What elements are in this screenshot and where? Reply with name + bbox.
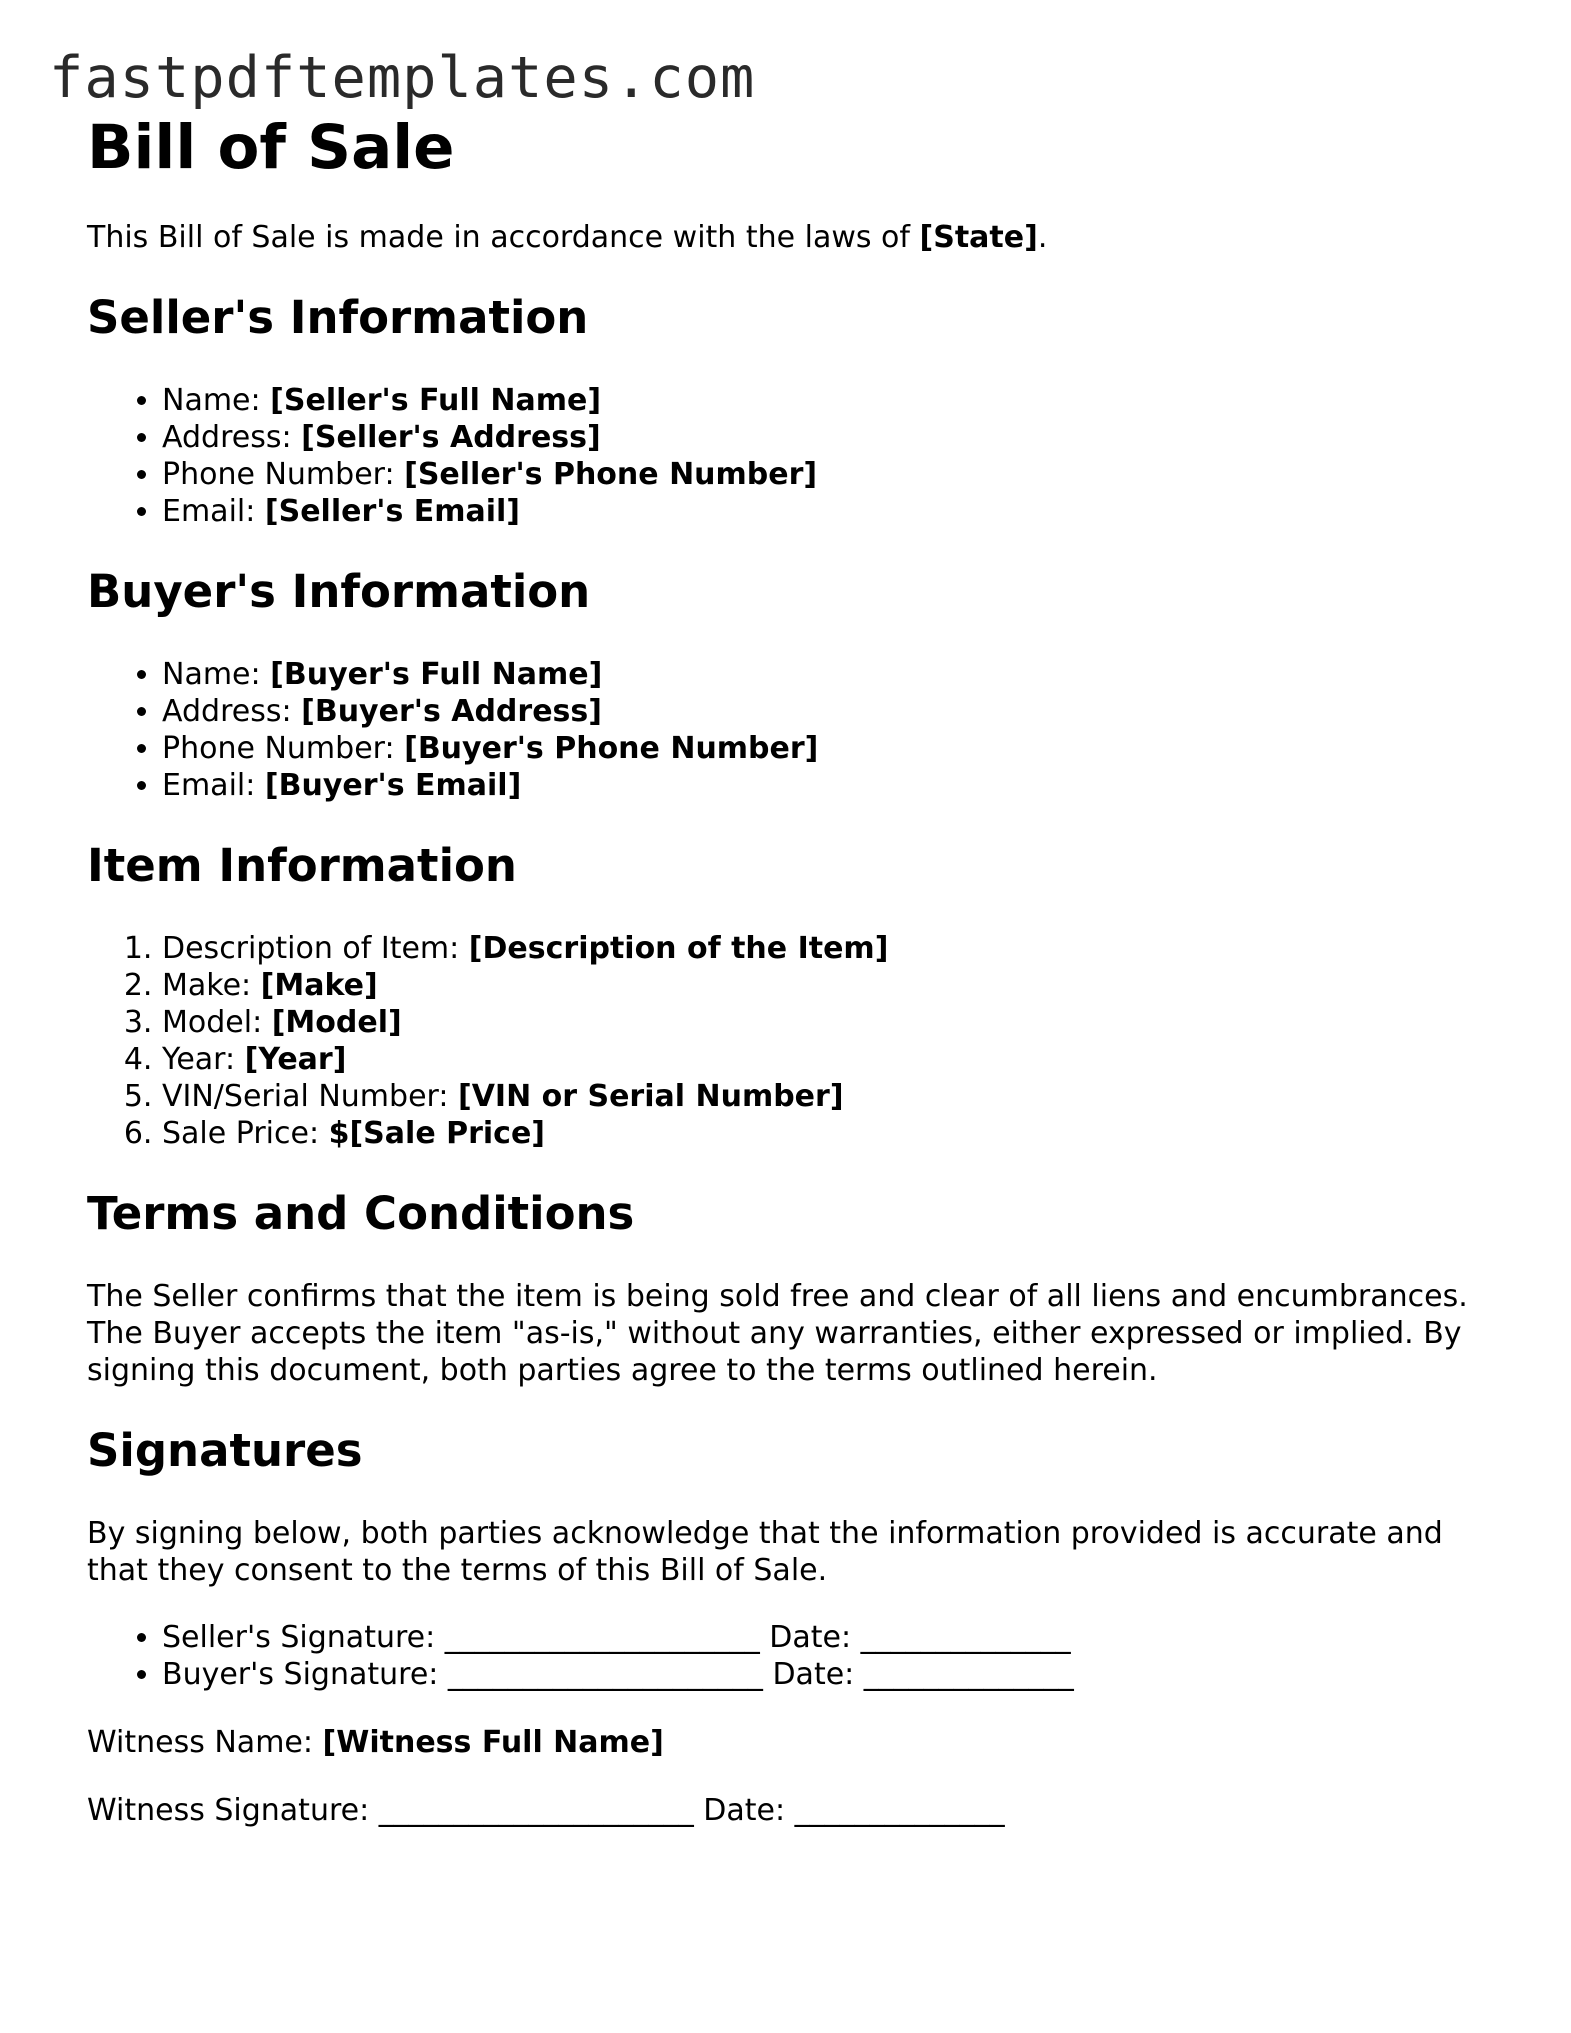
buyer-email-label: Email:: [162, 768, 265, 803]
seller-email-label: Email:: [162, 494, 265, 529]
buyer-phone-label: Phone Number:: [162, 731, 405, 766]
buyer-email-value: [Buyer's Email]: [264, 768, 522, 803]
terms-paragraph: The Seller confirms that the item is being sold free and clear of all liens and encumbrances. The Buyer accepts the item "as-is," without any warranties, either expressed or implied. By signing this document, both parties agree to the terms outlined herein.: [87, 1279, 1468, 1388]
seller-address-item: [162, 419, 1487, 456]
item-year-value: [Year]: [244, 1042, 347, 1077]
item-price-value: $[Sale Price]: [328, 1116, 546, 1151]
buyer-phone-item: [162, 730, 1487, 767]
document-title: Bill of Sale: [87, 112, 455, 183]
seller-phone-label: Phone Number:: [162, 457, 405, 492]
buyer-name-label: Name:: [162, 657, 271, 692]
item-vin-value: [VIN or Serial Number]: [457, 1079, 844, 1114]
seller-name-label: Name:: [162, 383, 271, 418]
witness-name-line: [87, 1724, 1487, 1761]
item-model-label: Model:: [162, 1005, 272, 1040]
item-vin-item: [162, 1078, 1487, 1115]
seller-list: [87, 382, 1487, 530]
witness-name-value: [Witness Full Name]: [322, 1725, 664, 1760]
item-vin-label: VIN/Serial Number:: [162, 1079, 458, 1114]
seller-address-label: Address:: [162, 420, 302, 455]
buyer-name-item: [162, 656, 1487, 693]
seller-heading: Seller's Information: [87, 291, 589, 344]
seller-phone-value: [Seller's Phone Number]: [404, 457, 818, 492]
signatures-heading: Signatures: [87, 1424, 363, 1477]
seller-name-item: [162, 382, 1487, 419]
seller-phone-item: [162, 456, 1487, 493]
item-list: [87, 930, 1487, 1152]
document: [87, 112, 1487, 1829]
buyer-heading: Buyer's Information: [87, 565, 591, 618]
item-model-item: [162, 1004, 1487, 1041]
witness-signature-line: Witness Signature: _____________________ Date: ______________: [87, 1793, 1005, 1828]
buyer-address-item: [162, 693, 1487, 730]
item-description-label: Description of Item:: [162, 931, 469, 966]
state-placeholder: [State]: [919, 220, 1038, 255]
item-make-label: Make:: [162, 968, 261, 1003]
seller-email-value: [Seller's Email]: [264, 494, 521, 529]
watermark: fastpdftemplates.com: [49, 45, 756, 111]
signature-list: [87, 1619, 1487, 1693]
item-heading: Item Information: [87, 839, 517, 892]
terms-heading: Terms and Conditions: [87, 1187, 635, 1240]
seller-email-item: [162, 493, 1487, 530]
buyer-name-value: [Buyer's Full Name]: [270, 657, 603, 692]
buyer-signature-line: • Buyer's Signature: _____________________ Date: ______________: [162, 1656, 1487, 1693]
item-year-label: Year:: [162, 1042, 245, 1077]
intro-paragraph: [87, 219, 1487, 256]
seller-name-value: [Seller's Full Name]: [270, 383, 602, 418]
buyer-address-value: [Buyer's Address]: [301, 694, 602, 729]
intro-text: This Bill of Sale is made in accordance with the laws of: [87, 220, 920, 255]
seller-signature-line: • Seller's Signature: _____________________ Date: ______________: [162, 1619, 1487, 1656]
item-make-value: [Make]: [260, 968, 378, 1003]
item-model-value: [Model]: [271, 1005, 402, 1040]
item-description-item: [162, 930, 1487, 967]
item-make-item: [162, 967, 1487, 1004]
buyer-address-label: Address:: [162, 694, 302, 729]
item-year-item: [162, 1041, 1487, 1078]
witness-name-label: Witness Name:: [87, 1725, 323, 1760]
buyer-phone-value: [Buyer's Phone Number]: [404, 731, 819, 766]
signatures-paragraph: By signing below, both parties acknowledge that the information provided is accurate and that they consent to the terms of this Bill of Sale.: [87, 1516, 1443, 1588]
item-price-item: [162, 1115, 1487, 1152]
buyer-email-item: [162, 767, 1487, 804]
item-description-value: [Description of the Item]: [468, 931, 889, 966]
buyer-list: [87, 656, 1487, 804]
intro-end: .: [1037, 220, 1048, 255]
item-price-label: Sale Price:: [162, 1116, 329, 1151]
seller-address-value: [Seller's Address]: [301, 420, 601, 455]
